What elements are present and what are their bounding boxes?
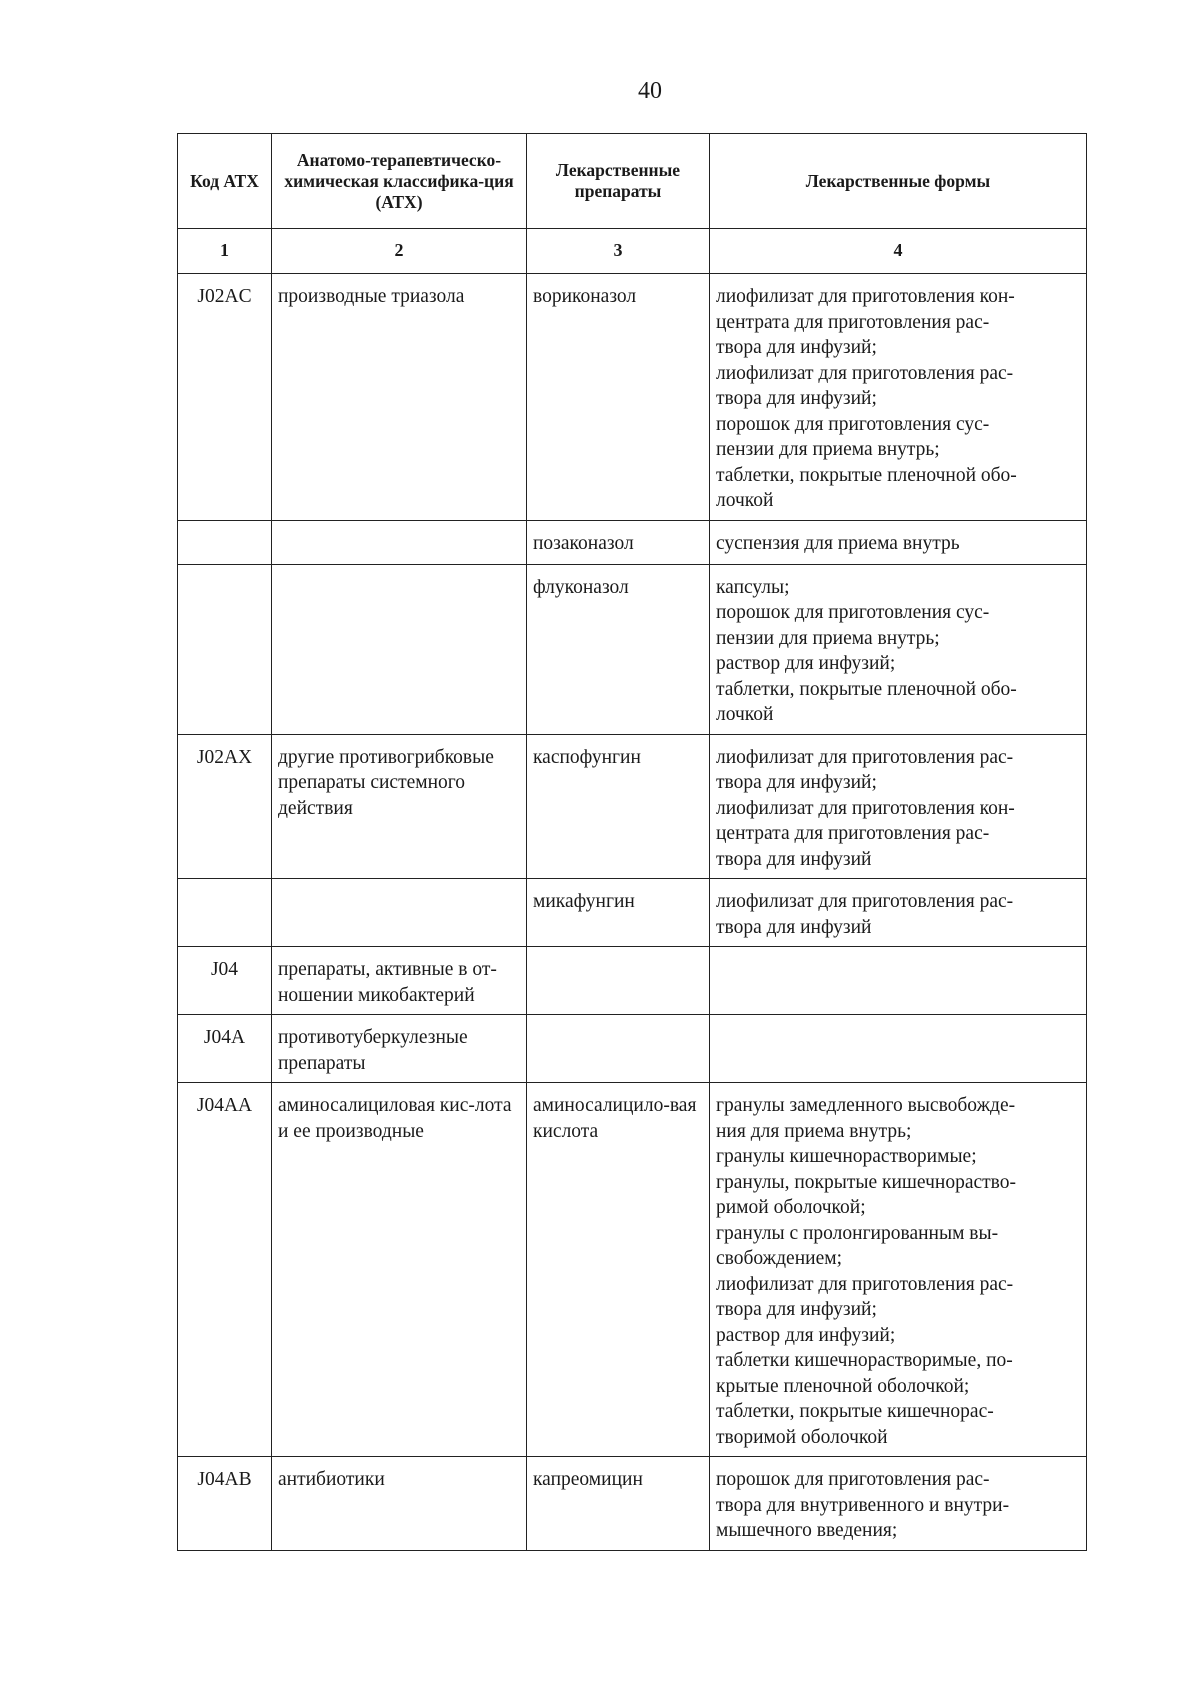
atx-code-cell: J02AC	[178, 274, 272, 521]
dosage-form-line: римой оболочкой;	[716, 1197, 866, 1218]
classification-cell: антибиотики	[272, 1457, 527, 1551]
dosage-forms-cell	[710, 1083, 1087, 1457]
table-body	[178, 274, 1087, 1551]
dosage-forms-cell	[710, 1015, 1087, 1083]
table-row	[178, 564, 1087, 734]
atx-code-cell: J04AA	[178, 1083, 272, 1457]
table-row	[178, 520, 1087, 564]
dosage-forms-cell	[710, 520, 1087, 564]
dosage-forms-cell	[710, 274, 1087, 521]
header-forms: Лекарственные формы	[710, 134, 1087, 229]
classification-cell	[272, 520, 527, 564]
drug-cell: аминосалицило-вая кислота	[527, 1083, 710, 1457]
dosage-form-line: таблетки кишечнорастворимые, по-	[716, 1350, 1013, 1371]
dosage-form-line: твора для внутривенного и внутри-	[716, 1494, 1010, 1516]
header-classification: Анатомо-терапевтическо-химическая классифика-ция (АТХ)	[272, 134, 527, 229]
drug-cell: микафунгин	[527, 879, 710, 947]
dosage-form-line: суспензия для приема внутрь	[716, 532, 960, 554]
classification-cell: аминосалициловая кис-лота и ее производные	[272, 1083, 527, 1457]
page-number: 40	[638, 78, 662, 104]
dosage-form-line: твора для инфузий;	[716, 772, 877, 793]
dosage-form-line: раствор для инфузий;	[716, 1324, 896, 1346]
dosage-form-line: ния для приема внутрь;	[716, 1120, 912, 1142]
dosage-form-line: лиофилизат для приготовления рас-	[716, 746, 1014, 768]
column-number: 4	[710, 229, 1087, 274]
header-drugs: Лекарственные препараты	[527, 134, 710, 229]
dosage-form-line: твора для инфузий;	[716, 337, 877, 358]
atx-code-cell	[178, 564, 272, 734]
dosage-form-line: таблетки, покрытые пленочной обо-	[716, 678, 1017, 700]
dosage-form-line: гранулы с пролонгированным вы-	[716, 1222, 999, 1244]
atx-code-cell: J02AX	[178, 734, 272, 879]
dosage-forms-cell	[710, 947, 1087, 1015]
table-row	[178, 274, 1087, 521]
classification-cell	[272, 879, 527, 947]
dosage-form-line: крытые пленочной оболочкой;	[716, 1375, 970, 1397]
table-row	[178, 734, 1087, 879]
dosage-form-line: лиофилизат для приготовления кон-	[716, 286, 1015, 307]
table-row	[178, 947, 1087, 1015]
table-row	[178, 1457, 1087, 1551]
dosage-form-line: порошок для приготовления рас-	[716, 1469, 990, 1490]
dosage-form-line: лочкой	[716, 490, 774, 511]
dosage-form-line: твора для инфузий	[716, 848, 872, 870]
table-row	[178, 879, 1087, 947]
dosage-form-line: лочкой	[716, 704, 774, 725]
dosage-form-line: лиофилизат для приготовления рас-	[716, 891, 1014, 912]
dosage-form-line: твора для инфузий;	[716, 1299, 877, 1320]
dosage-form-line: твора для инфузий;	[716, 388, 877, 409]
dosage-forms-cell	[710, 879, 1087, 947]
dosage-form-line: твора для инфузий	[716, 916, 872, 938]
classification-cell: другие противогрибковые препараты системного действия	[272, 734, 527, 879]
atx-table	[177, 133, 1087, 1551]
dosage-form-line: порошок для приготовления сус-	[716, 602, 990, 623]
dosage-form-line: пензии для приема внутрь;	[716, 627, 940, 649]
dosage-form-line: порошок для приготовления сус-	[716, 413, 990, 435]
classification-cell: производные триазола	[272, 274, 527, 521]
dosage-form-line: центрата для приготовления рас-	[716, 311, 990, 333]
column-number: 1	[178, 229, 272, 274]
drug-cell: капреомицин	[527, 1457, 710, 1551]
dosage-form-line: капсулы;	[716, 576, 790, 598]
dosage-forms-cell	[710, 734, 1087, 879]
dosage-form-line: пензии для приема внутрь;	[716, 439, 940, 460]
table-row	[178, 1083, 1087, 1457]
dosage-form-line: таблетки, покрытые кишечнорас-	[716, 1401, 994, 1422]
atx-code-cell: J04A	[178, 1015, 272, 1083]
dosage-form-line: гранулы, покрытые кишечнораство-	[716, 1171, 1016, 1193]
table-header-row	[178, 134, 1087, 229]
dosage-form-line: центрата для приготовления рас-	[716, 823, 990, 844]
drug-cell	[527, 947, 710, 1015]
column-number-row	[178, 229, 1087, 274]
dosage-forms-cell	[710, 1457, 1087, 1551]
header-code: Код АТХ	[178, 134, 272, 229]
dosage-form-line: таблетки, покрытые пленочной обо-	[716, 464, 1017, 486]
drug-cell: флуконазол	[527, 564, 710, 734]
dosage-form-line: мышечного введения;	[716, 1520, 898, 1541]
classification-cell	[272, 564, 527, 734]
dosage-form-line: лиофилизат для приготовления кон-	[716, 797, 1015, 819]
atx-code-cell	[178, 520, 272, 564]
classification-cell: противотуберкулезные препараты	[272, 1015, 527, 1083]
drug-cell: позаконазол	[527, 520, 710, 564]
dosage-form-line: гранулы кишечнорастворимые;	[716, 1146, 977, 1167]
column-number: 3	[527, 229, 710, 274]
dosage-forms-cell	[710, 564, 1087, 734]
table-row	[178, 1015, 1087, 1083]
drug-cell: вориконазол	[527, 274, 710, 521]
dosage-form-line: раствор для инфузий;	[716, 653, 896, 674]
column-number: 2	[272, 229, 527, 274]
drug-cell	[527, 1015, 710, 1083]
atx-code-cell	[178, 879, 272, 947]
dosage-form-line: лиофилизат для приготовления рас-	[716, 1273, 1014, 1295]
classification-cell: препараты, активные в от-ношении микобактерий	[272, 947, 527, 1015]
atx-code-cell: J04	[178, 947, 272, 1015]
dosage-form-line: творимой оболочкой	[716, 1426, 888, 1448]
dosage-form-line: лиофилизат для приготовления рас-	[716, 362, 1014, 384]
dosage-form-line: гранулы замедленного высвобожде-	[716, 1095, 1016, 1116]
dosage-form-line: свобождением;	[716, 1248, 842, 1269]
drug-cell: каспофунгин	[527, 734, 710, 879]
atx-code-cell: J04AB	[178, 1457, 272, 1551]
